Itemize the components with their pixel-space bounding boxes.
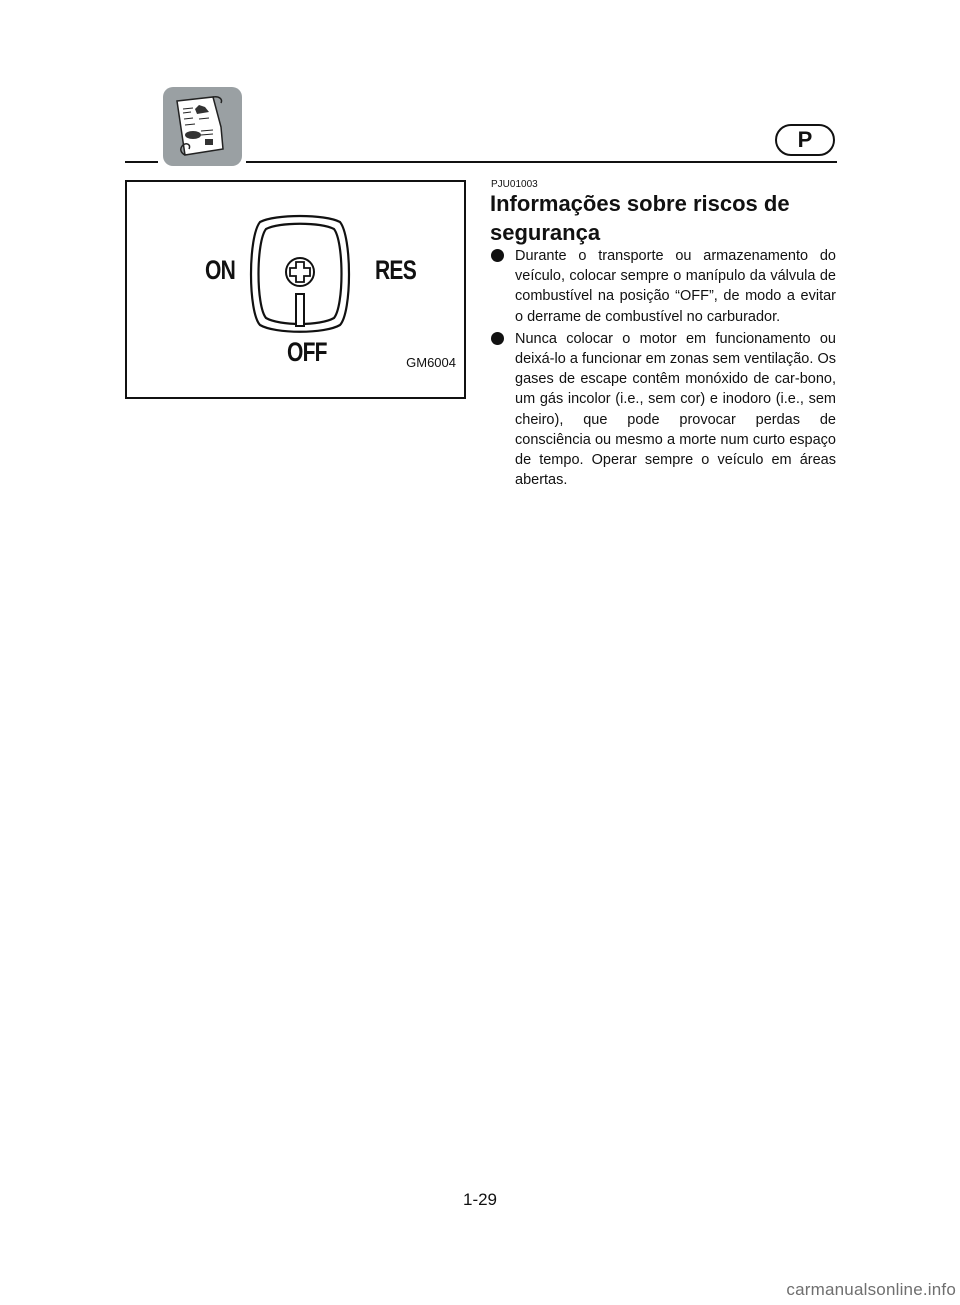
header-rule-right bbox=[246, 161, 837, 163]
valve-label-off: OFF bbox=[287, 337, 327, 367]
page-number: 1-29 bbox=[462, 1190, 498, 1209]
safety-bullet-list bbox=[491, 246, 836, 492]
language-badge: P bbox=[775, 124, 835, 156]
header-rule-left bbox=[125, 161, 158, 163]
fuel-valve-icon bbox=[240, 212, 360, 337]
bullet-item bbox=[491, 246, 836, 327]
fuel-valve-figure bbox=[125, 180, 466, 399]
bullet-dot-icon bbox=[491, 249, 504, 262]
valve-label-on: ON bbox=[205, 255, 236, 285]
section-code: PJU01003 bbox=[491, 179, 538, 190]
bullet-text: Durante o transporte ou armazenamento do veículo, colocar sempre o manípulo da válvula de combustível na posição “OFF”, de modo a evitar o derrame de combustível no carburador. bbox=[515, 248, 836, 325]
bullet-text: Nunca colocar o motor em funcionamento ou deixá-lo a funcionar em zonas sem ventilação. Os gases de escape contêm monóxido de car-bono, um gás incolor (i.e., sem cor) e inodoro (i.e., sem cheiro), que pode provocar perdas de consciência ou mesmo a morte num curto espaço de tempo. Operar sempre o veículo em áreas abertas. bbox=[515, 330, 836, 489]
valve-label-res: RES bbox=[375, 255, 416, 285]
section-title: Informações sobre riscos de segurança bbox=[490, 191, 790, 245]
watermark: carmanualsonline.info bbox=[786, 1280, 956, 1299]
manual-book-icon bbox=[163, 87, 242, 166]
bullet-item bbox=[491, 329, 836, 491]
bullet-dot-icon bbox=[491, 332, 504, 345]
figure-code: GM6004 bbox=[406, 355, 456, 370]
